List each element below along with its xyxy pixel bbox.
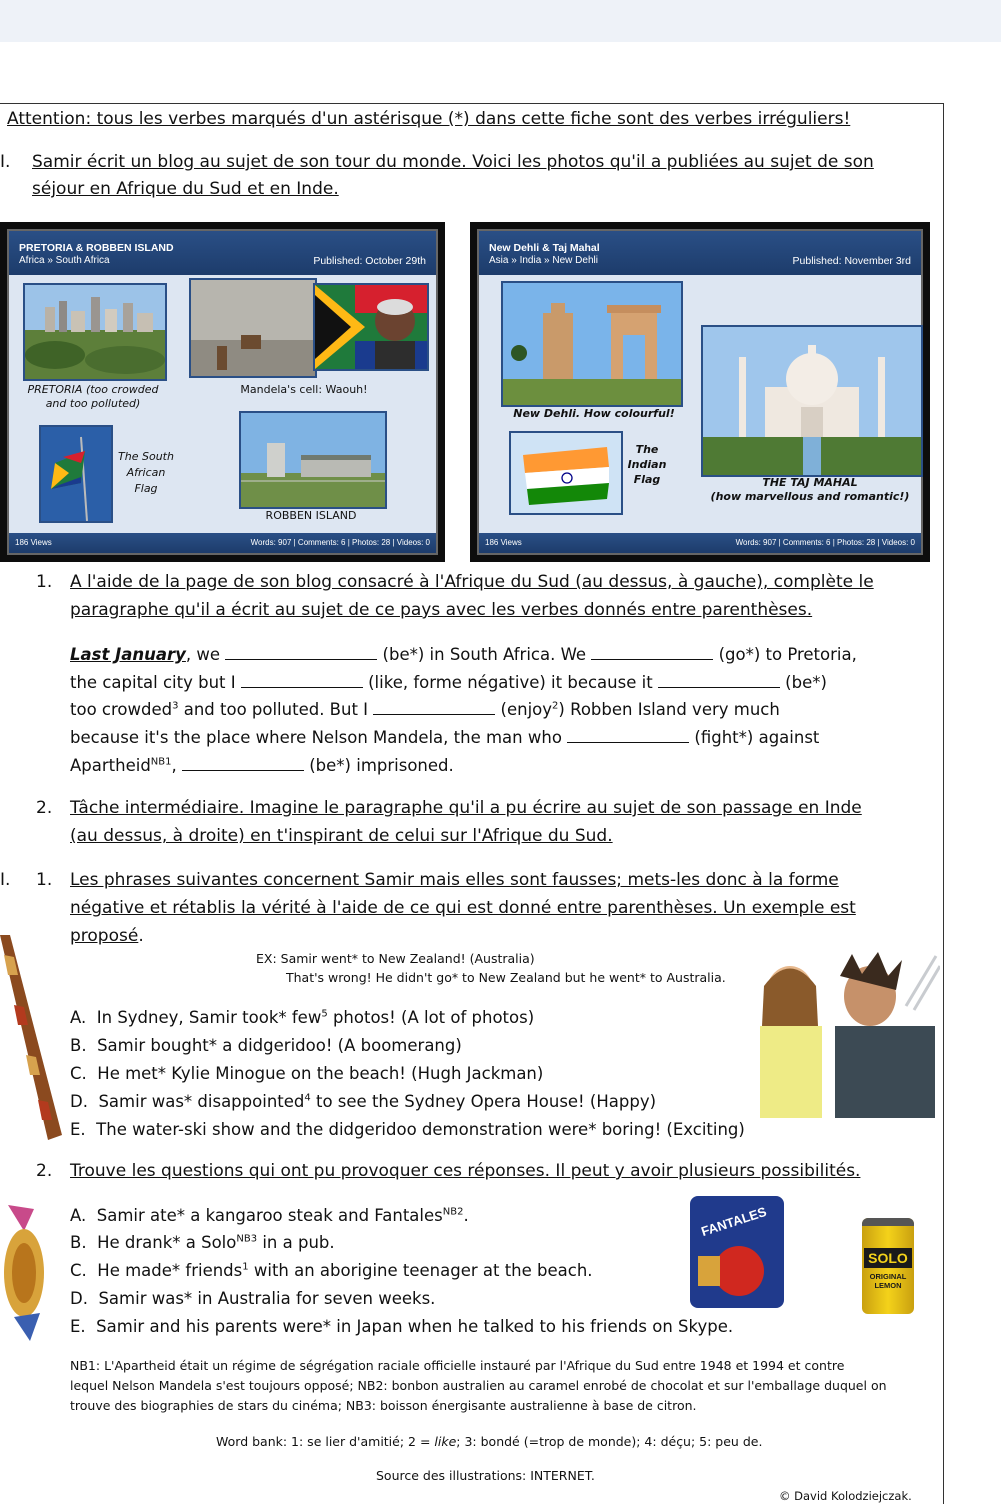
q1-paragraph-line5 (70, 756, 454, 775)
caption-mandela-cell: Mandela's cell: Waouh! (240, 383, 368, 396)
item-sup: 5 (321, 1008, 328, 1020)
blog-breadcrumb: Africa » South Africa (19, 255, 110, 266)
pretoria-photo (23, 283, 167, 381)
blog-panel-india (470, 222, 930, 562)
p5a-sup: NB1 (150, 756, 172, 768)
q1-paragraph-line2 (70, 673, 827, 692)
section2-numeral: I. (0, 870, 11, 890)
caption-indian-flag-1: The (635, 443, 659, 456)
p2b: (like, forme négative) it because it (368, 673, 653, 692)
s2q1-item-b (70, 1036, 462, 1055)
item-text: Samir ate* a kangaroo steak and Fantales (96, 1206, 443, 1225)
caption-sa-flag-3: Flag (134, 482, 158, 495)
p4a: because it's the place where Nelson Mandela, the man who (70, 728, 562, 747)
blog-panel-south-africa (0, 222, 445, 562)
s2q2-instruction: Trouve les questions qui ont pu provoquer ces réponses. Il peut y avoir plusieurs possibilités. (70, 1161, 861, 1181)
item-text: Samir bought* a didgeridoo! (A boomerang) (97, 1036, 462, 1055)
p2c: (be*) (785, 673, 827, 692)
p3d: ) Robben Island very much (558, 700, 780, 719)
page-top-border (0, 103, 944, 104)
q1-instruction-line2: paragraphe qu'il a écrit au sujet de ce pays avec les verbes donnés entre parenthèses. (70, 600, 813, 620)
blank-2[interactable] (591, 645, 713, 660)
s2q1-instruction-line1: Les phrases suivantes concernent Samir mais elles sont fausses; mets-les donc à la forme (70, 870, 839, 890)
page-right-border (943, 103, 944, 1504)
solo-sub: ORIGINAL LEMON (869, 1272, 907, 1290)
s2q1-line3-end: . (138, 926, 144, 946)
caption-pretoria-1: PRETORIA (too crowded (27, 383, 159, 396)
last-january: Last January (70, 645, 186, 664)
blog-footer (9, 533, 436, 553)
p2a: the capital city but I (70, 673, 236, 692)
caption-indian-flag-2: Indian (627, 458, 667, 471)
blank-1[interactable] (225, 645, 377, 660)
notes-nb1: NB1: L'Apartheid était un régime de ségrégation raciale officielle instauré par l'Afrique du Sud entre 1948 et 1994 et contre (70, 1358, 845, 1373)
fantales-label (698, 1256, 720, 1286)
s2q2-number: 2. (36, 1161, 53, 1181)
p1b: (be*) in South Africa. We (382, 645, 587, 664)
item-after: . (463, 1206, 469, 1225)
caption-indian-flag-3: Flag (633, 473, 661, 486)
blog-published-date: Published: October 29th (313, 255, 426, 267)
p1a: , we (185, 645, 221, 664)
word-bank-like: like (434, 1434, 457, 1449)
s2q2-item-a (70, 1206, 469, 1225)
solo-logo: SOLO (864, 1248, 912, 1268)
caption-taj-mahal-1: THE TAJ MAHAL (762, 476, 858, 489)
example-line2: That's wrong! He didn't go* to New Zealand but he went* to Australia. (286, 970, 726, 985)
q2-instruction-line2: (au dessus, à droite) en t'inspirant de celui sur l'Afrique du Sud. (70, 826, 613, 846)
s2q1-item-d (70, 1092, 656, 1111)
item-after: photos! (A lot of photos) (327, 1008, 535, 1027)
celebrities-photo (730, 946, 940, 1118)
item-sup: NB3 (236, 1233, 258, 1245)
top-band (0, 0, 1001, 42)
item-text: He drank* a Solo (97, 1233, 237, 1252)
item-sup: NB2 (442, 1206, 464, 1218)
caption-taj-mahal-2: (how marvellous and romantic!) (710, 490, 910, 503)
attention-note: Attention: tous les verbes marqués d'un astérisque (*) dans cette fiche sont des verbes irréguliers! (7, 109, 851, 129)
word-bank (216, 1434, 762, 1449)
s2q1-instruction-line2: négative et rétablis la vérité à l'aide de ce qui est donné entre parenthèses. Un exemple est (70, 898, 856, 918)
p3a: too crowded (70, 700, 173, 719)
indian-flag-photo (509, 431, 623, 515)
item-text: Samir was* in Australia for seven weeks. (98, 1289, 436, 1308)
caption-pretoria-2: and too polluted) (45, 397, 141, 410)
blog-stats: Words: 907 | Comments: 6 | Photos: 28 | Videos: 0 (250, 538, 430, 547)
p5c: (be*) imprisoned. (309, 756, 454, 775)
item-letter: A. (70, 1008, 87, 1027)
candy-icon (0, 1205, 52, 1345)
blog-footer (479, 533, 921, 553)
item-after: with an aborigine teenager at the beach. (248, 1261, 593, 1280)
taj-mahal-photo (701, 325, 923, 477)
item-letter: B. (70, 1036, 87, 1055)
s2q2-item-b (70, 1233, 335, 1252)
s2q2-item-d (70, 1289, 435, 1308)
q1-number: 1. (36, 572, 53, 592)
notes-nb2: lequel Nelson Mandela s'est toujours opposé; NB2: bonbon australien au caramel enrobé de chocolat et sur l'emballage duquel on (70, 1378, 887, 1393)
p3c: (enjoy (500, 700, 553, 719)
blog-stats: Words: 907 | Comments: 6 | Photos: 28 | Videos: 0 (735, 538, 915, 547)
q1-paragraph-line3 (70, 700, 780, 719)
blank-3[interactable] (241, 673, 363, 688)
s2q1-item-e (70, 1120, 745, 1139)
item-sup: 4 (304, 1092, 311, 1104)
item-text: He made* friends (97, 1261, 243, 1280)
q2-instruction-line1: Tâche intermédiaire. Imagine le paragraphe qu'il a pu écrire au sujet de son passage en Inde (70, 798, 862, 818)
blog-body (9, 275, 436, 533)
mandela-portrait-photo (313, 283, 429, 371)
caption-sa-flag-1: The South (118, 450, 174, 463)
item-letter: E. (70, 1120, 86, 1139)
example-line1: EX: Samir went* to New Zealand! (Australia) (256, 951, 535, 966)
q1-paragraph-line4 (70, 728, 819, 747)
item-text: In Sydney, Samir took* few (96, 1008, 322, 1027)
caption-sa-flag-2: African (126, 466, 166, 479)
blog-views: 186 Views (485, 538, 522, 547)
p4b: (fight*) against (694, 728, 820, 747)
didgeridoo-icon (0, 935, 70, 1145)
blog-title: New Dehli & Taj Mahal (489, 242, 600, 254)
item-after: in a pub. (257, 1233, 335, 1252)
item-letter: D. (70, 1092, 88, 1111)
blog-header (9, 231, 436, 275)
robben-island-photo (239, 411, 387, 509)
india-gate-photo (501, 281, 683, 407)
blog-views: 186 Views (15, 538, 52, 547)
p5b: , (171, 756, 177, 775)
s2q2-item-c (70, 1261, 593, 1280)
item-letter: D. (70, 1289, 88, 1308)
copyright: © David Kolodziejczak. (779, 1489, 912, 1503)
blog-title: PRETORIA & ROBBEN ISLAND (19, 242, 174, 254)
source-note: Source des illustrations: INTERNET. (376, 1468, 595, 1483)
section1-intro-line2: séjour en Afrique du Sud et en Inde. (32, 179, 339, 199)
p5a: Apartheid (70, 756, 151, 775)
south-african-flag-photo (39, 425, 113, 523)
blank-4[interactable] (658, 673, 780, 688)
s2q2-item-e (70, 1317, 733, 1336)
s2q1-instruction-line3 (70, 926, 144, 946)
q1-instruction-line1: A l'aide de la page de son blog consacré à l'Afrique du Sud (au dessus, à gauche), complète le (70, 572, 874, 592)
s2q1-line3-text: proposé (70, 926, 139, 946)
solo-can-photo (862, 1218, 914, 1314)
word-bank-a: Word bank: 1: se lier d'amitié; 2 = (216, 1434, 435, 1449)
p3c-sup: 2 (552, 700, 559, 712)
s2q1-number: 1. (36, 870, 53, 890)
item-letter: E. (70, 1317, 86, 1336)
item-text: Samir was* disappointed (98, 1092, 305, 1111)
word-bank-b: ; 3: bondé (=trop de monde); 4: déçu; 5: peu de. (456, 1434, 763, 1449)
s2q1-item-c (70, 1064, 543, 1083)
item-letter: C. (70, 1261, 87, 1280)
item-letter: B. (70, 1233, 87, 1252)
section1-intro-line1: Samir écrit un blog au sujet de son tour du monde. Voici les photos qu'il a publiées au sujet de son (32, 152, 874, 172)
item-text: Samir and his parents were* in Japan when he talked to his friends on Skype. (96, 1317, 734, 1336)
s2q1-item-a (70, 1008, 534, 1027)
item-letter: A. (70, 1206, 87, 1225)
blog-published-date: Published: November 3rd (792, 255, 911, 267)
section1-numeral: I. (0, 152, 11, 172)
p1c: (go*) to Pretoria, (718, 645, 857, 664)
blog-header (479, 231, 921, 275)
fantales-pack-photo (690, 1196, 784, 1308)
blank-5[interactable] (373, 700, 495, 715)
p3a-sup: 3 (172, 700, 179, 712)
blog-breadcrumb: Asia » India » New Dehli (489, 255, 598, 266)
blog-body (479, 275, 921, 533)
item-sup: 1 (242, 1261, 249, 1273)
caption-new-dehli: New Dehli. How colourful! (513, 407, 675, 420)
item-text: He met* Kylie Minogue on the beach! (Hugh Jackman) (97, 1064, 544, 1083)
q2-number: 2. (36, 798, 53, 818)
p3b: and too polluted. But I (178, 700, 369, 719)
fantales-logo: FANTALES (699, 1203, 769, 1240)
item-letter: C. (70, 1064, 87, 1083)
fantales-candy-graphic (714, 1246, 764, 1296)
q1-paragraph-line1 (70, 645, 935, 664)
caption-robben-island: ROBBEN ISLAND (265, 509, 357, 522)
solo-can-top (862, 1218, 914, 1226)
blank-7[interactable] (182, 756, 304, 771)
notes-nb3: trouve des biographies de stars du cinéma; NB3: boisson énergisante australienne à base de citron. (70, 1398, 697, 1413)
blank-6[interactable] (567, 728, 689, 743)
item-after: to see the Sydney Opera House! (Happy) (310, 1092, 657, 1111)
mandela-cell-photo (189, 278, 317, 378)
item-text: The water-ski show and the didgeridoo demonstration were* boring! (Exciting) (96, 1120, 745, 1139)
